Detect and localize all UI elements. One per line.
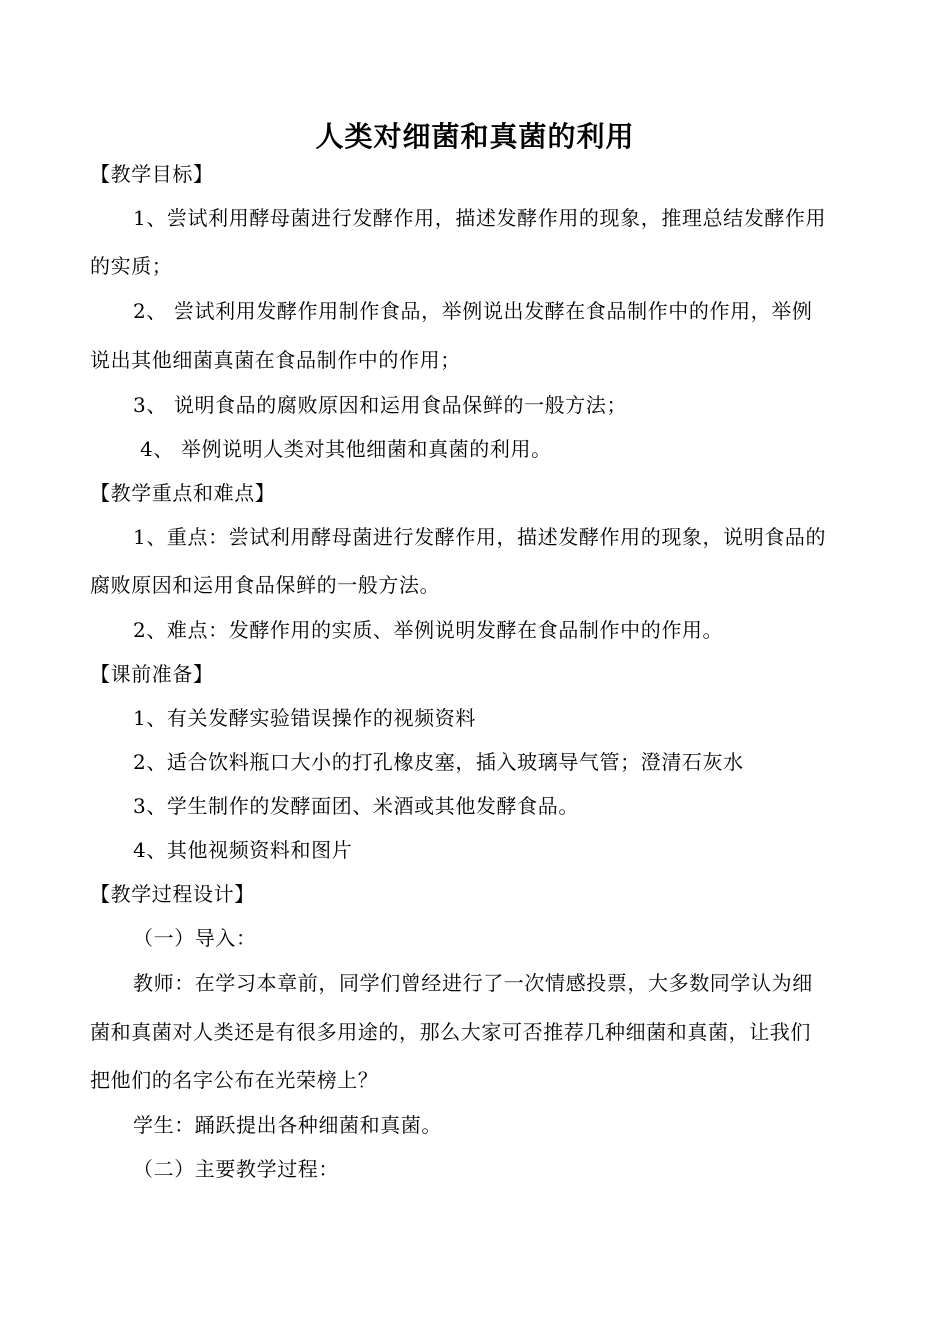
process-subheading-intro: （一）导入： bbox=[133, 926, 257, 950]
goal-item-2-line-2: 说出其他细菌真菌在食品制作中的作用； bbox=[90, 348, 461, 372]
preparation-item-3: 3、学生制作的发酵面团、米酒或其他发酵食品。 bbox=[133, 794, 579, 818]
student-line: 学生：踊跃提出各种细菌和真菌。 bbox=[133, 1113, 442, 1137]
teacher-line-3: 把他们的名字公布在光荣榜上？ bbox=[90, 1068, 379, 1092]
preparation-item-2: 2、适合饮料瓶口大小的打孔橡皮塞，插入玻璃导气管；澄清石灰水 bbox=[133, 750, 744, 774]
teacher-line-2: 菌和真菌对人类还是有很多用途的，那么大家可否推荐几种细菌和真菌，让我们 bbox=[90, 1020, 811, 1044]
key-point-1-line-1: 1、重点：尝试利用酵母菌进行发酵作用，描述发酵作用的现象，说明食品的 bbox=[133, 525, 827, 549]
goal-item-4: 4、 举例说明人类对其他细菌和真菌的利用。 bbox=[140, 437, 552, 461]
goal-item-3: 3、 说明食品的腐败原因和运用食品保鲜的一般方法； bbox=[133, 393, 628, 417]
key-point-1-line-2: 腐败原因和运用食品保鲜的一般方法。 bbox=[90, 573, 441, 597]
document-title: 人类对细菌和真菌的利用 bbox=[315, 120, 635, 153]
teacher-line-1: 教师：在学习本章前，同学们曾经进行了一次情感投票，大多数同学认为细 bbox=[133, 971, 813, 995]
goal-item-1-line-1: 1、尝试利用酵母菌进行发酵作用，描述发酵作用的现象，推理总结发酵作用 bbox=[133, 206, 827, 230]
section-heading-preparation: 【课前准备】 bbox=[90, 662, 214, 686]
preparation-item-4: 4、其他视频资料和图片 bbox=[133, 838, 353, 862]
preparation-item-1: 1、有关发酵实验错误操作的视频资料 bbox=[133, 706, 476, 730]
goal-item-1-line-2: 的实质； bbox=[90, 254, 173, 278]
section-heading-goals: 【教学目标】 bbox=[90, 162, 214, 186]
section-heading-key-points: 【教学重点和难点】 bbox=[90, 481, 276, 505]
goal-item-2-line-1: 2、 尝试利用发酵作用制作食品，举例说出发酵在食品制作中的作用，举例 bbox=[133, 299, 813, 323]
section-heading-process: 【教学过程设计】 bbox=[90, 882, 255, 906]
key-point-2: 2、难点：发酵作用的实质、举例说明发酵在食品制作中的作用。 bbox=[133, 618, 724, 642]
process-subheading-main: （二）主要教学过程： bbox=[133, 1157, 339, 1181]
